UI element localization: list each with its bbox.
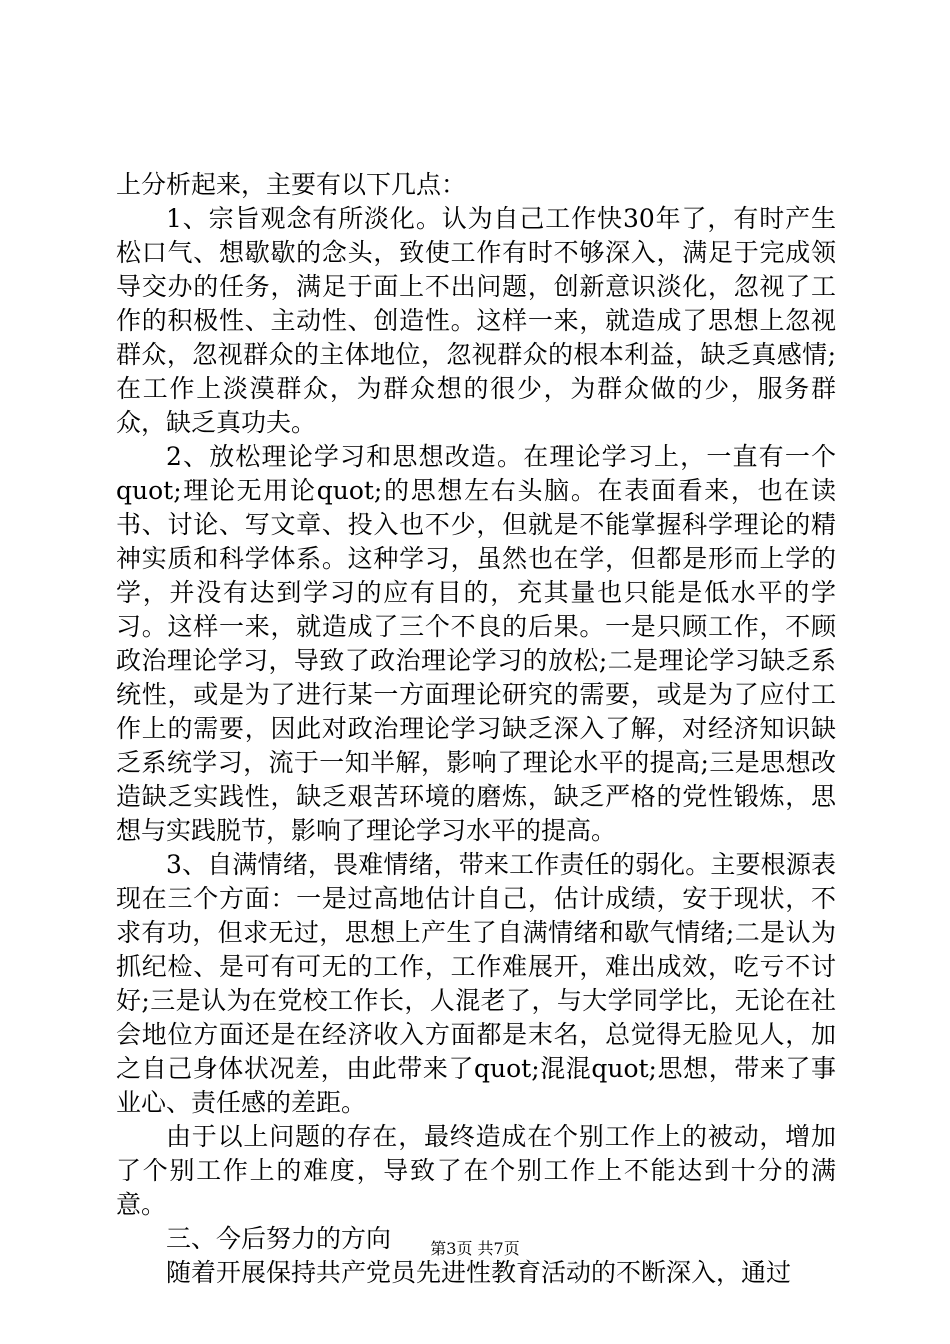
paragraph: 3、自满情绪，畏难情绪，带来工作责任的弱化。主要根源表现在三个方面：一是过高地估计自己，估计成绩，安于现状，不求有功，但求无过，思想上产生了自满情绪和歇气情绪;二是认为抓纪检、是可有可无的工作，工作难展开，难出成效，吃亏不讨好;三是认为在党校工作长，人混老了，与大学同学比，无论在社会地位方面还是在经济收入方面都是末名，总觉得无脸见人，加之自己身体状况差，由此带来了quot;混混quot;思想，带来了事业心、责任感的差距。 (116, 850, 836, 1117)
page-number-footer: 第3页 共7页 (430, 1239, 520, 1258)
paragraph: 随着开展保持共产党员先进性教育活动的不断深入，通过 (166, 1258, 792, 1287)
paragraph: 上分析起来，主要有以下几点： (116, 170, 467, 199)
section-heading: 三、今后努力的方向 (166, 1224, 392, 1253)
paragraph: 2、放松理论学习和思想改造。在理论学习上，一直有一个quot;理论无用论quot;的思想左右头脑。在表面看来，也在读书、讨论、写文章、投入也不少，但就是不能掌握科学理论的精神实质和科学体系。这种学习，虽然也在学，但都是形而上学的学，并没有达到学习的应有目的，充其量也只能是低水平的学习。这样一来，就造成了三个不良的后果。一是只顾工作，不顾政治理论学习，导致了政治理论学习的放松;二是理论学习缺乏系统性，或是为了进行某一方面理论研究的需要，或是为了应付工作上的需要，因此对政治理论学习缺乏深入了解，对经济知识缺乏系统学习，流于一知半解，影响了理论水平的提高;三是思想改造缺乏实践性，缺乏艰苦环境的磨炼，缺乏严格的党性锻炼，思想与实践脱节，影响了理论学习水平的提高。 (116, 442, 836, 845)
paragraph: 由于以上问题的存在，最终造成在个别工作上的被动，增加了个别工作上的难度，导致了在个别工作上不能达到十分的满意。 (116, 1122, 836, 1219)
paragraph: 1、宗旨观念有所淡化。认为自己工作快30年了，有时产生松口气、想歇歇的念头，致使工作有时不够深入，满足于完成领导交办的任务，满足于面上不出问题，创新意识淡化，忽视了工作的积极性、主动性、创造性。这样一来，就造成了思想上忽视群众，忽视群众的主体地位，忽视群众的根本利益，缺乏真感情;在工作上淡漠群众，为群众想的很少，为群众做的少，服务群众，缺乏真功夫。 (116, 204, 836, 437)
document-body (116, 168, 836, 1290)
